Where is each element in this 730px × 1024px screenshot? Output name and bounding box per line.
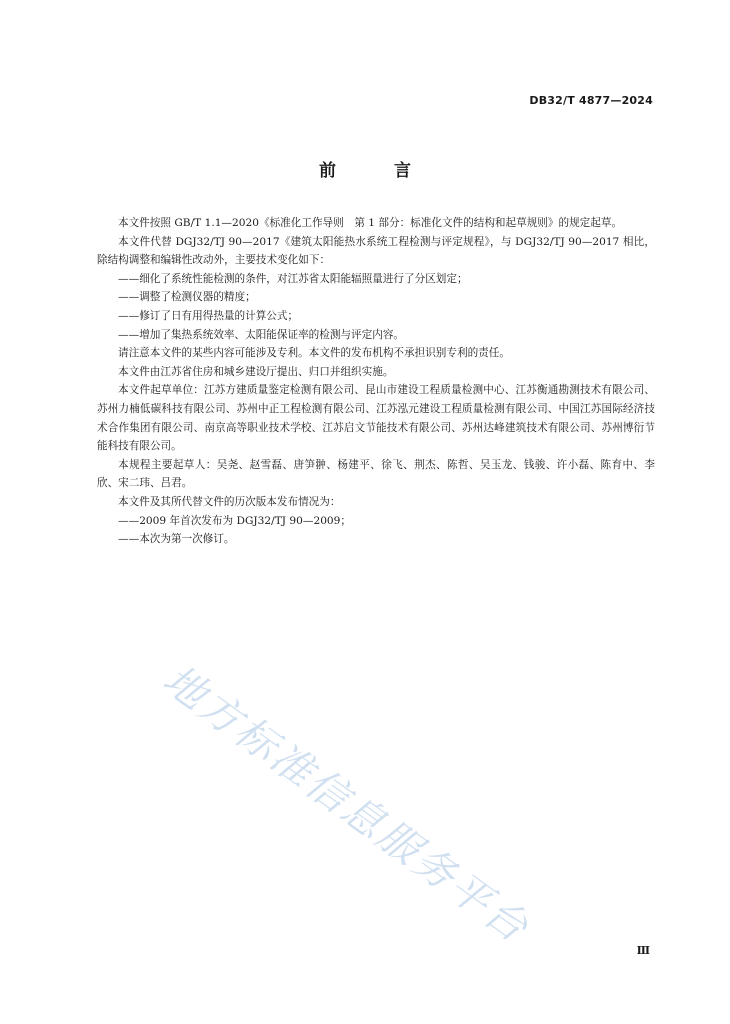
foreword-body [97,214,655,549]
paragraph: 本文件由江苏省住房和城乡建设厅提出、归口并组织实施。 [118,365,394,378]
paragraph: 本文件按照 GB/T 1.1—2020《标准化工作导则 第 1 部分：标准化文件的结构和起草规则》的规定起草。 [118,217,623,229]
page-number: Ⅲ [636,944,650,957]
paragraph: 本文件及其所代替文件的历次版本发布情况为： [118,495,341,508]
list-item: ——2009 年首次发布为 DGJ32/TJ 90—2009； [118,514,352,527]
paragraph: 本规程主要起草人：吴尧、赵雪磊、唐笋翀、杨建平、徐飞、荆杰、陈哲、吴玉龙、钱骏、许小磊、陈育中、李欣、宋二玮、吕君。 [97,458,655,490]
list-item: ——本次为第一次修订。 [118,533,235,546]
paragraph: 本文件起草单位：江苏方建质量鉴定检测有限公司、昆山市建设工程质量检测中心、江苏衡通勘测技术有限公司、苏州力楠低碳科技有限公司、苏州中正工程检测有限公司、江苏泓元建设工程质量检测有限公司、中国江苏国际经济技术合作集团有限公司、南京高等职业技术学校、江苏启文节能技术有限公司、苏州达峰建筑技术有限公司、苏州博衍节能科技有限公司。 [97,384,655,453]
list-item: ——调整了检测仪器的精度； [118,291,256,304]
list-item: ——增加了集热系统效率、太阳能保证率的检测与评定内容。 [118,328,405,341]
paragraph: 请注意本文件的某些内容可能涉及专利。本文件的发布机构不承担识别专利的责任。 [118,347,510,360]
standard-code: DB32/T 4877—2024 [529,94,653,107]
page-title: 前 言 [319,161,437,181]
paragraph: 本文件代替 DGJ32/TJ 90—2017《建筑太阳能热水系统工程检测与评定规程》，与 DGJ32/TJ 90—2017 相比，除结构调整和编辑性改动外，主要技术变化如下： [97,235,655,267]
list-item: ——细化了系统性能检测的条件，对江苏省太阳能辐照量进行了分区划定； [118,272,468,285]
watermark: 地方标准信息服务平台 [154,655,539,953]
list-item: ——修订了日有用得热量的计算公式； [118,309,299,322]
